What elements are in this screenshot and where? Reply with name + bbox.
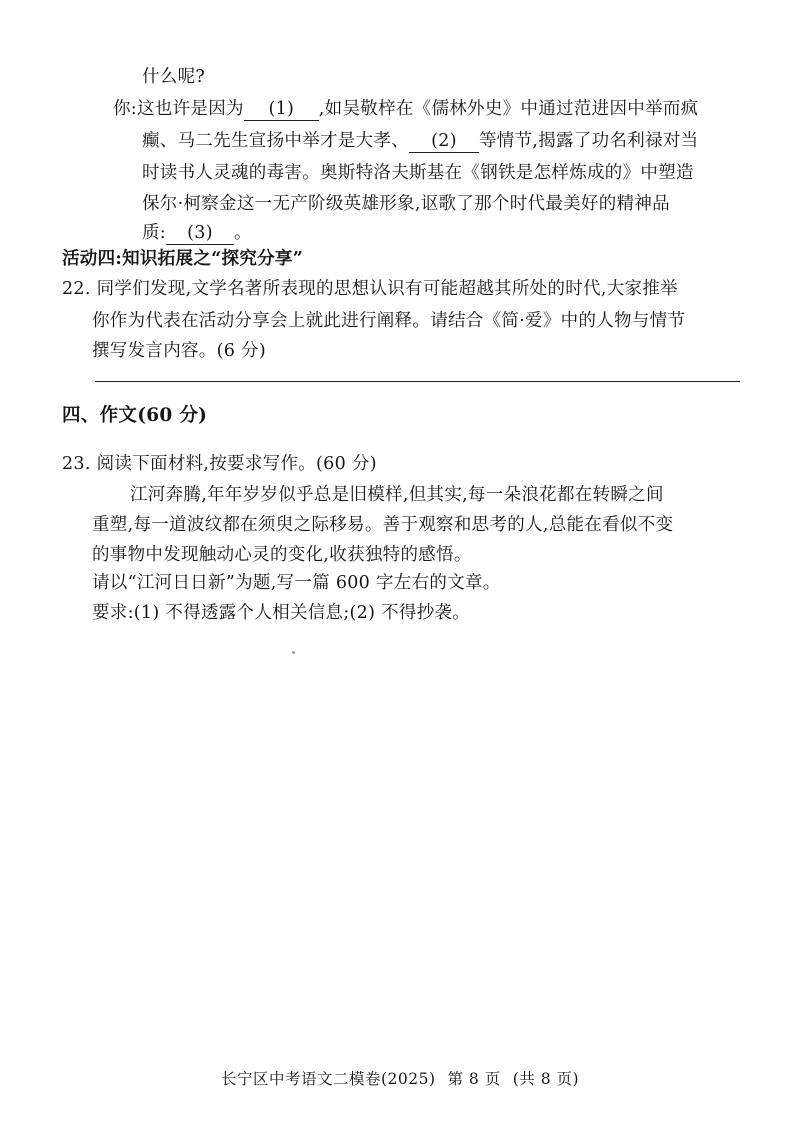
scan-speck <box>292 651 295 654</box>
q23-line-1: 23. 阅读下面材料,按要求写作。(60 分) <box>62 454 377 474</box>
q21-line-4: 保尔·柯察金这一无产阶级英雄形象,讴歌了那个时代最美好的精神品 <box>142 194 670 214</box>
answer-blank-2[interactable]: (2) <box>409 130 479 153</box>
q23-material-line-3: 的事物中发现触动心灵的变化,收获独特的感悟。 <box>92 545 472 565</box>
section-4-heading: 四、作文(60 分) <box>62 405 208 426</box>
q21-line-5: 质: (3) 。 <box>142 223 252 243</box>
q21-line-3: 时读书人灵魂的毒害。奥斯特洛夫斯基在《钢铁是怎样炼成的》中塑造 <box>142 163 694 183</box>
q23-material-line-2: 重塑,每一道波纹都在须臾之际移易。善于观察和思考的人,总能在看似不变 <box>92 515 674 535</box>
q23-prompt-line: 请以“江河日日新”为题,写一篇 600 字左右的文章。 <box>92 573 501 593</box>
q21-line-0: 什么呢? <box>142 67 206 87</box>
q21-line-2: 癫、马二先生宣扬中举才是大孝、 (2) 等情节,揭露了功名利禄对当 <box>142 131 699 151</box>
page-footer <box>0 1067 800 1089</box>
q22-answer-line[interactable] <box>95 381 740 382</box>
answer-blank-3[interactable]: (3) <box>166 222 234 245</box>
footer-exam-title: 长宁区中考语文二模卷(2025) <box>220 1070 436 1088</box>
q23-requirements-line: 要求:(1) 不得透露个人相关信息;(2) 不得抄袭。 <box>92 603 471 623</box>
q22-line-1: 22. 同学们发现,文学名著所表现的思想认识有可能超越其所处的时代,大家推举 <box>62 279 678 299</box>
q22-line-2: 你作为代表在活动分享会上就此进行阐释。请结合《简·爱》中的人物与情节 <box>92 311 686 331</box>
answer-blank-1[interactable]: (1) <box>244 98 319 121</box>
q21-line-1: 你:这也许是因为 (1) ,如吴敬梓在《儒林外史》中通过范进因中举而疯 <box>113 99 699 119</box>
q22-line-3: 撰写发言内容。(6 分) <box>92 341 266 361</box>
activity-4-heading: 活动四:知识拓展之“探究分享” <box>62 249 304 269</box>
q23-material-line-1: 江河奔腾,年年岁岁似乎总是旧模样,但其实,每一朵浪花都在转瞬之间 <box>130 485 664 505</box>
footer-total-pages: (共 8 页) <box>512 1070 580 1088</box>
footer-page-number: 第 8 页 <box>447 1070 501 1088</box>
